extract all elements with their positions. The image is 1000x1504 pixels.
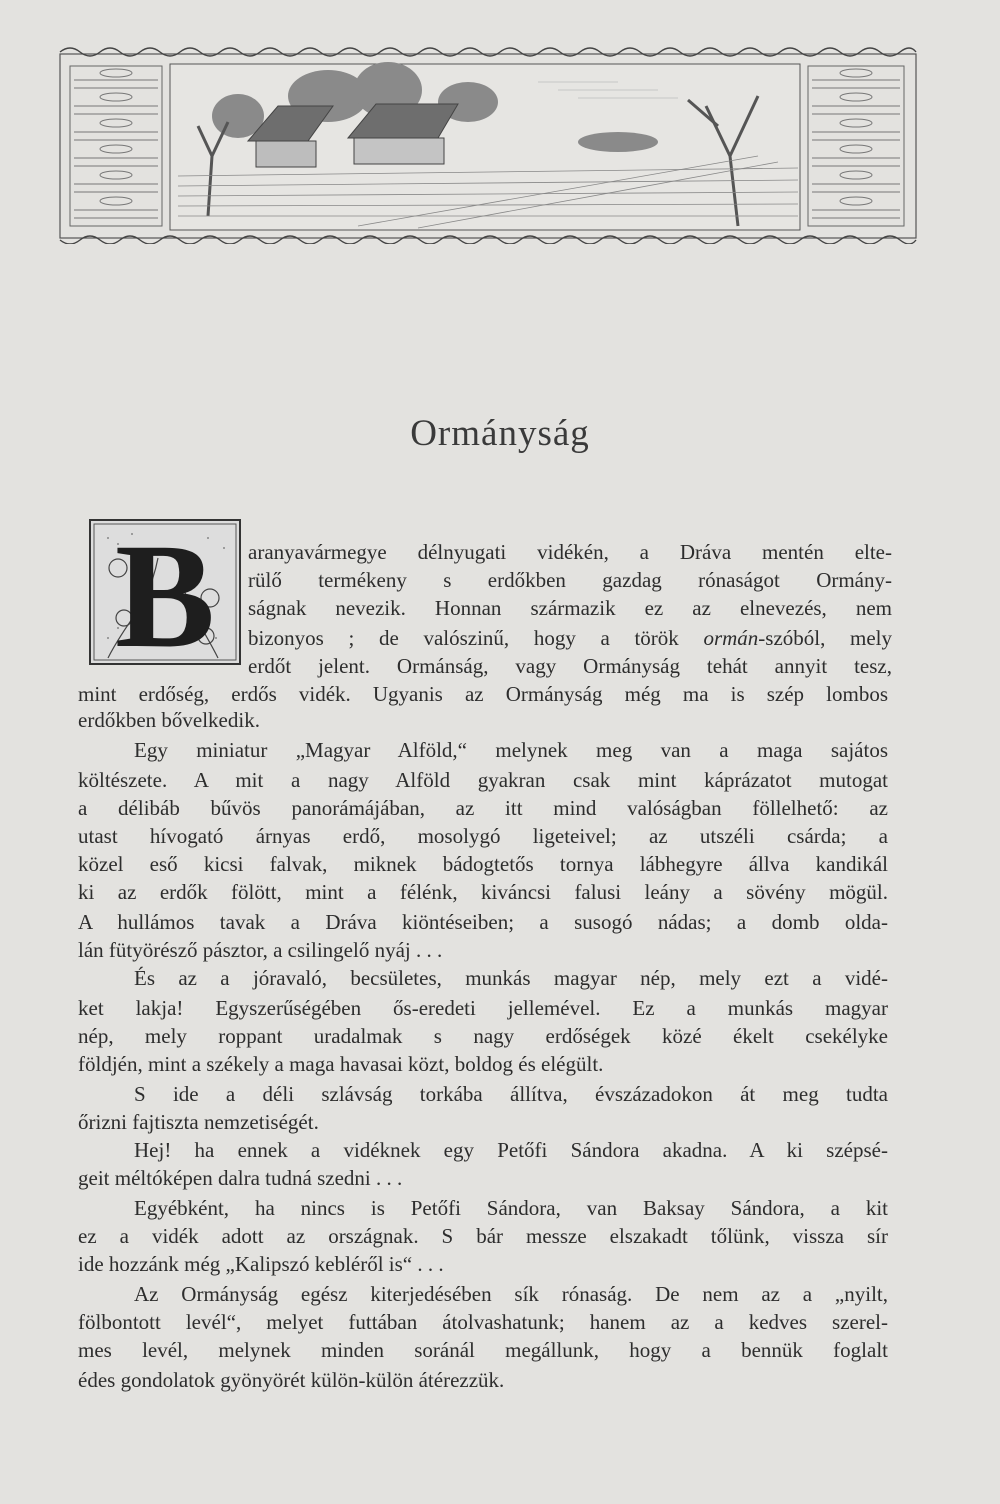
text-line: A hullámos tavak a Dráva kiöntéseiben; a susogó nádas; a domb olda- xyxy=(78,910,888,934)
text-line: ki az erdők fölött, mint a félénk, kiváncsi falusi leány a sövény mögül. xyxy=(78,880,888,904)
text-line: a délibáb bűvös panorámájában, az itt mind valóságban föllelhető: az xyxy=(78,796,888,820)
text-line: közel eső kicsi falvak, miknek bádogtetős tornya lábhegyre állva kandikál xyxy=(78,852,888,876)
text-line: ide hozzánk még „Kalipszó kebléről is“ . . . xyxy=(78,1252,444,1276)
page-title: Ormányság xyxy=(410,413,590,454)
text-line: ez a vidék adott az országnak. S bár messze elszakadt tőlünk, vissza sír xyxy=(78,1224,888,1248)
text-line: földjén, mint a székely a maga havasai közt, boldog és elégült. xyxy=(78,1052,604,1076)
text-line: És az a jóravaló, becsületes, munkás magyar nép, mely ezt a vidé- xyxy=(134,966,888,990)
italic-word: ormán xyxy=(703,626,759,650)
text-line: mes levél, melynek minden soránál megállunk, hogy a bennük foglalt xyxy=(78,1338,888,1362)
drop-cap-initial xyxy=(88,518,242,666)
text-line: őrizni fajtiszta nemzetiségét. xyxy=(78,1110,319,1134)
text-line: utast hívogató árnyas erdő, mosolygó ligeteivel; az utszéli csárda; a xyxy=(78,824,888,848)
text-line: Az Ormányság egész kiterjedésében sík rónaság. De nem az a „nyilt, xyxy=(134,1282,888,1306)
text-line: fölbontott levél“, melyet futtában átolvashatunk; hanem az a kedves szerel- xyxy=(78,1310,888,1334)
text-line: erdőt jelent. Ormánság, vagy Ormányság tehát annyit tesz, xyxy=(248,654,892,678)
drop-cap-letter: B xyxy=(114,518,216,666)
text-line: erdőkben bővelkedik. xyxy=(78,708,260,732)
header-illustration xyxy=(58,46,918,244)
text-line: bizonyos ; de valószinű, hogy a török ormán-szóból, mely xyxy=(248,626,892,650)
text-line: geit méltóképen dalra tudná szedni . . . xyxy=(78,1166,403,1190)
text-line: ságnak nevezik. Honnan származik ez az elnevezés, nem xyxy=(248,596,892,620)
text-line: mint erdőség, erdős vidék. Ugyanis az Ormányság még ma is szép lombos xyxy=(78,682,888,706)
text-line: rülő termékeny s erdőkben gazdag rónaságot Ormány- xyxy=(248,568,892,592)
text-line: Egy miniatur „Magyar Alföld,“ melynek meg van a maga sajátos xyxy=(134,738,888,762)
text-line: lán fütyörésző pásztor, a csilingelő nyáj . . . xyxy=(78,938,443,962)
text-line: Hej! ha ennek a vidéknek egy Petőfi Sándora akadna. A ki szépsé- xyxy=(134,1138,888,1162)
text-line: Egyébként, ha nincs is Petőfi Sándora, van Baksay Sándora, a kit xyxy=(134,1196,888,1220)
text-line: aranyavármegye délnyugati vidékén, a Dráva mentén elte- xyxy=(248,540,892,564)
text-line: S ide a déli szlávság torkába állítva, évszázadokon át meg tudta xyxy=(134,1082,888,1106)
text-line: költészete. A mit a nagy Alföld gyakran csak mint káprázatot mutogat xyxy=(78,768,888,792)
text-line: édes gondolatok gyönyörét külön-külön átérezzük. xyxy=(78,1368,505,1392)
text-line: nép, mely roppant uradalmak s nagy erdőségek közé ékelt csekélyke xyxy=(78,1024,888,1048)
text-line: ket lakja! Egyszerűségében ős-eredeti jellemével. Ez a munkás magyar xyxy=(78,996,888,1020)
